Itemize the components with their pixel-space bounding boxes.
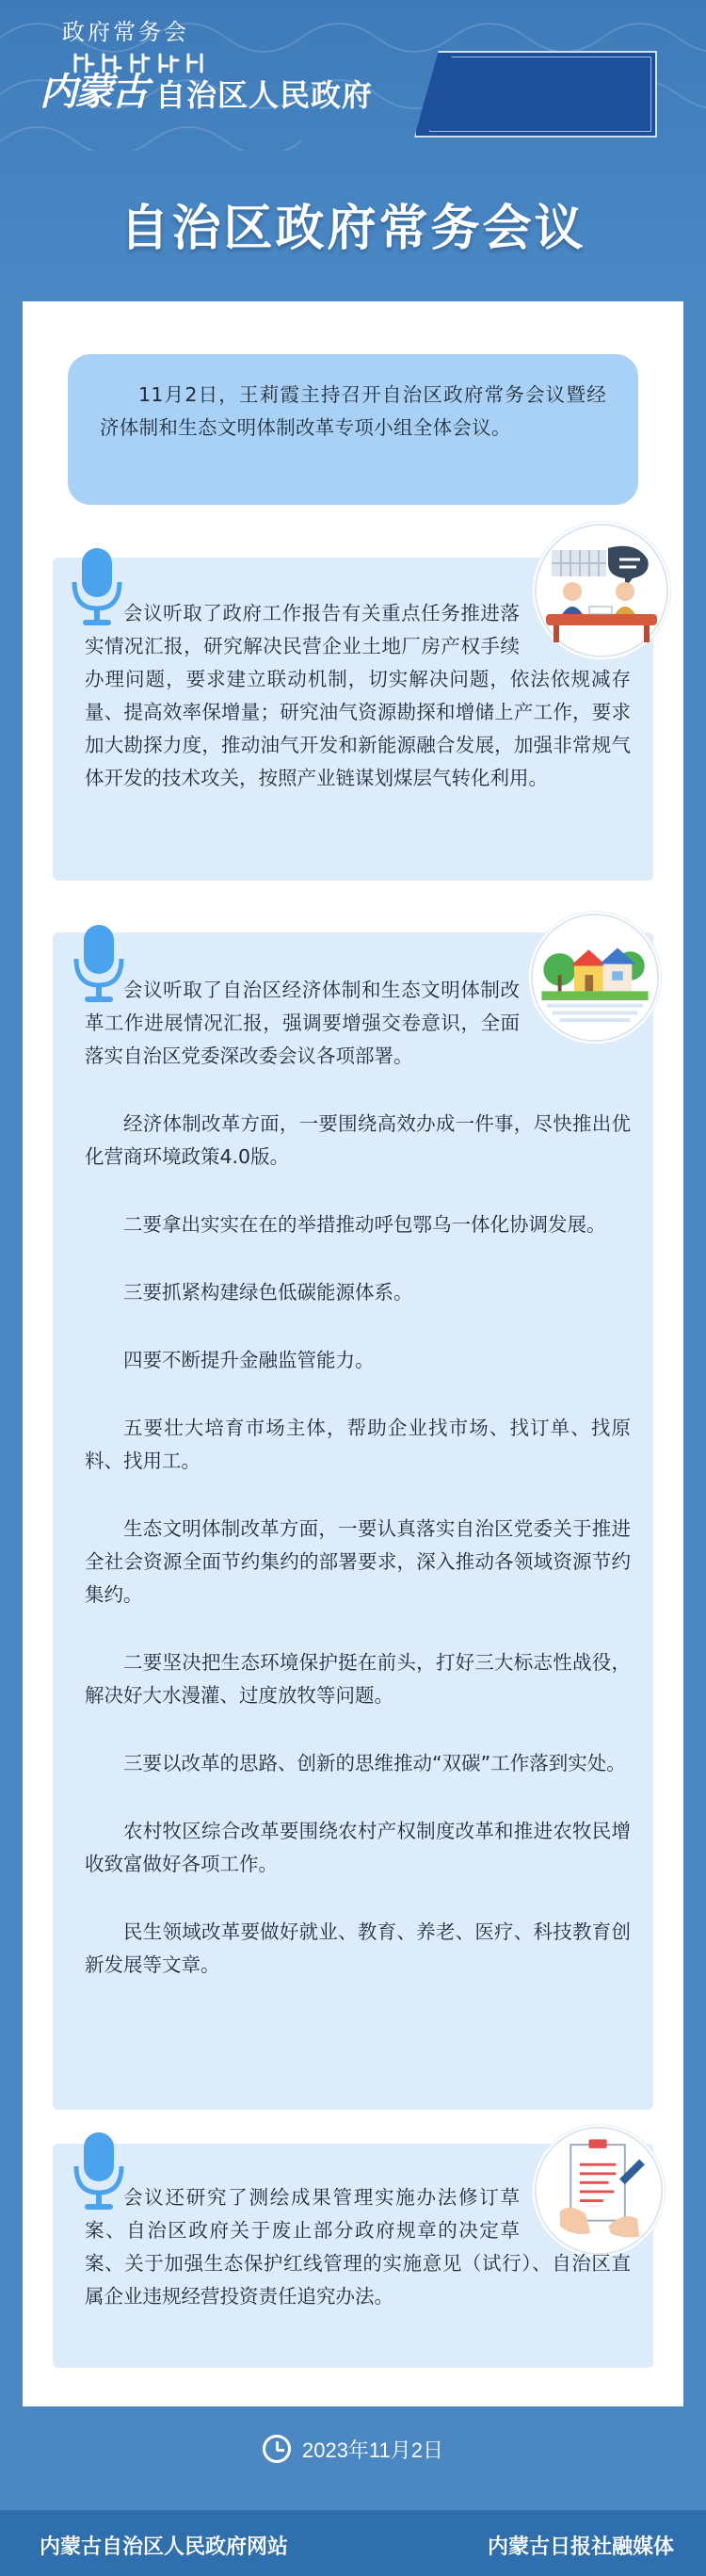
meeting-date: 2023年11月2日 (301, 2438, 443, 2462)
footer-source-right[interactable]: 内蒙古日报社融媒体 (487, 2535, 674, 2559)
section2-paragraph: 生态文明体制改革方面，一要认真落实自治区党委关于推进全社会资源全面节约集约的部署要求，深入推动各领域资源节约集约。 (85, 1517, 631, 1606)
date-row (0, 2421, 706, 2477)
section2-paragraph: 农村牧区综合改革要围绕农村产权制度改革和推进农牧民增收致富做好各项工作。 (85, 1820, 631, 1875)
mongolian-script-icon (70, 51, 211, 75)
section-card-reform (53, 932, 653, 2110)
section2-paragraph: 经济体制改革方面，一要围绕高效办成一件事，尽快推出优化营商环境政策4.0版。 (85, 1112, 631, 1168)
content-panel (23, 301, 683, 2406)
section-card-report (53, 558, 653, 881)
footer-bar (0, 2510, 706, 2576)
badge-title: 政府常务会 (62, 19, 189, 45)
section2-paragraph: 民生领域改革要做好就业、教育、养老、医疗、科技教育创新发展等文章。 (85, 1920, 631, 1976)
session-badge (414, 51, 657, 138)
intro-box (68, 354, 638, 505)
clock-icon (263, 2435, 291, 2463)
section2-paragraph: 二要坚决把生态环境保护挺在前头，打好三大标志性战役，解决好大水漫灌、过度放牧等问题。 (85, 1651, 631, 1707)
logo-text: 自治区人民政府 (155, 77, 374, 113)
section2-paragraph: 三要抓紧构建绿色低碳能源体系。 (123, 1281, 413, 1304)
section2-paragraph: 会议听取了自治区经济体制和生态文明体制改革工作进展情况汇报，强调要增强交卷意识，全面落实自治区党委深改委会议各项部署。 (85, 979, 520, 1067)
header (0, 0, 706, 297)
logo-script: 内蒙古 (40, 70, 147, 114)
section3-paragraph: 会议还研究了测绘成果管理实施办法修订草案、自治区政府关于废止部分政府规章的决定草案、关于加强生态保护红线管理的实施意见（试行）、自治区直属企业违规经营投资责任追究办法。 (85, 2186, 631, 2308)
section2-paragraph: 四要不断提升金融监管能力。 (123, 1349, 375, 1371)
section2-paragraph: 二要拿出实实在在的举措推动呼包鄂乌一体化协调发展。 (123, 1213, 606, 1236)
section2-paragraph: 五要壮大培育市场主体，帮助企业找市场、找订单、找原料、找用工。 (85, 1417, 631, 1472)
section2-paragraph: 三要以改革的思路、创新的思维推动“双碳”工作落到实处。 (123, 1752, 626, 1774)
section1-paragraph: 会议听取了政府工作报告有关重点任务推进落实情况汇报，研究解决民营企业土地厂房产权手续办理问题，要求建立联动机制，切实解决问题，依法依规减存量、提高效率保增量；研究油气资源勘探和增储上产工作，要求加大勘探力度，推动油气开发和新能源融合发展，加强非常规气体开发的技术攻关，按照产业链谋划煤层气转化利用。 (85, 602, 631, 789)
footer-source-left[interactable]: 内蒙古自治区人民政府网站 (40, 2535, 289, 2559)
intro-text: 11月2日，王莉霞主持召开自治区政府常务会议暨经济体制和生态文明体制改革专项小组全体会议。 (100, 383, 606, 439)
section-card-regulations (53, 2144, 653, 2368)
page-title: 自治区政府常务会议 (120, 201, 586, 257)
